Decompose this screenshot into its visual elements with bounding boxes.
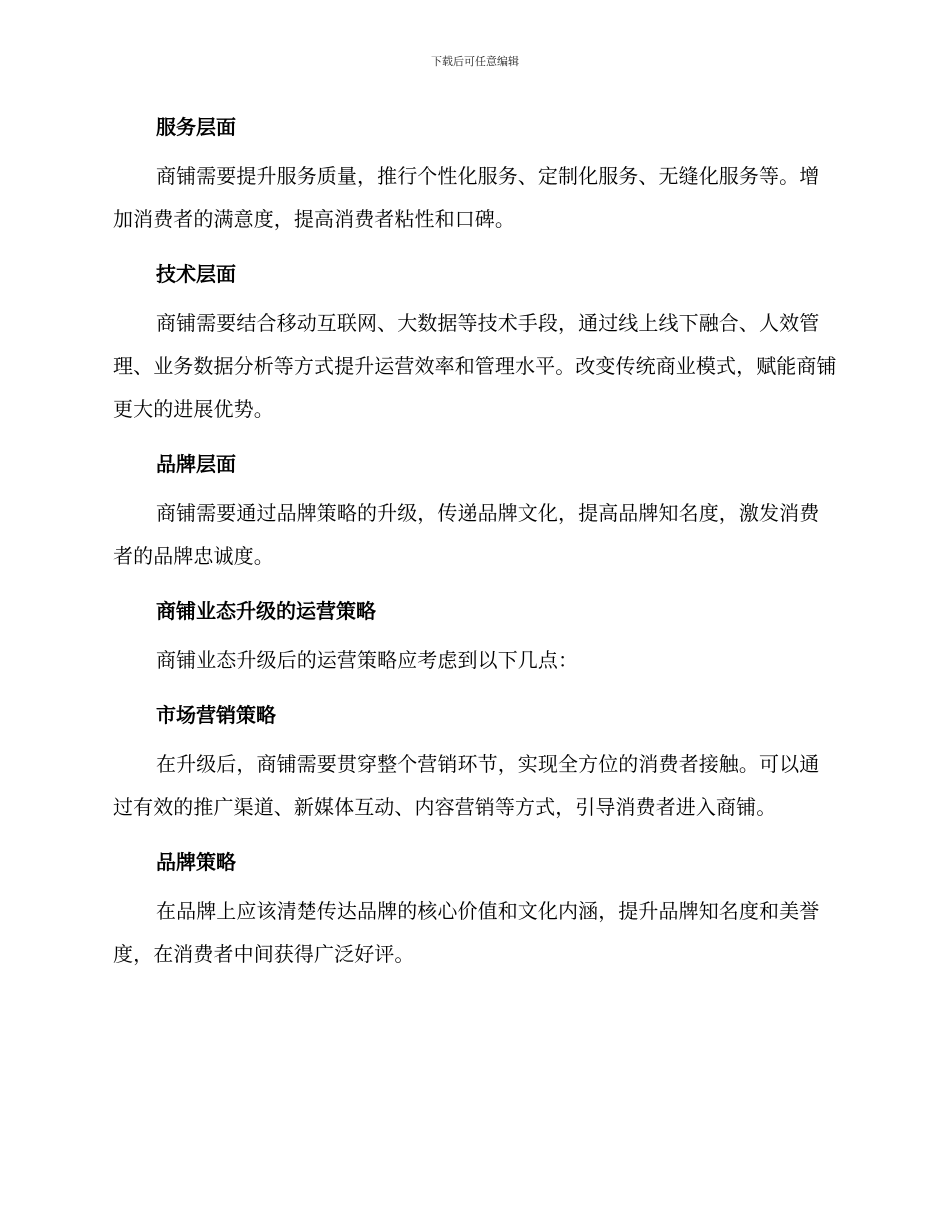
section-heading-brand-level: 品牌层面 [156, 452, 236, 476]
section-paragraph-technology: 商铺需要结合移动互联网、大数据等技术手段，通过线上线下融合、人效管理、业务数据分析等方式提升运营效率和管理水平。改变传统商业模式，赋能商铺更大的进展优势。 [113, 311, 837, 421]
section-heading-marketing-strategy: 市场营销策略 [156, 703, 276, 727]
section-paragraph-service: 商铺需要提升服务质量，推行个性化服务、定制化服务、无缝化服务等。增加消费者的满意度，提高消费者粘性和口碑。 [113, 164, 820, 231]
section-paragraph-marketing-strategy: 在升级后，商铺需要贯穿整个营销环节，实现全方位的消费者接触。可以通过有效的推广渠道、新媒体互动、内容营销等方式，引导消费者进入商铺。 [113, 752, 820, 819]
section-paragraph-brand-level: 商铺需要通过品牌策略的升级，传递品牌文化，提高品牌知名度，激发消费者的品牌忠诚度。 [113, 501, 820, 568]
section-paragraph-brand-strategy: 在品牌上应该清楚传达品牌的核心价值和文化内涵，提升品牌知名度和美誉度，在消费者中间获得广泛好评。 [113, 899, 820, 966]
section-paragraph-operation-strategy: 商铺业态升级后的运营策略应考虑到以下几点： [156, 648, 579, 672]
section-heading-technology: 技术层面 [156, 262, 236, 286]
section-heading-service: 服务层面 [156, 115, 236, 139]
section-heading-brand-strategy: 品牌策略 [156, 850, 236, 874]
section-heading-operation-strategy: 商铺业态升级的运营策略 [156, 599, 376, 623]
page-header: 下载后可任意编辑 [431, 55, 519, 68]
document-body [113, 108, 837, 976]
